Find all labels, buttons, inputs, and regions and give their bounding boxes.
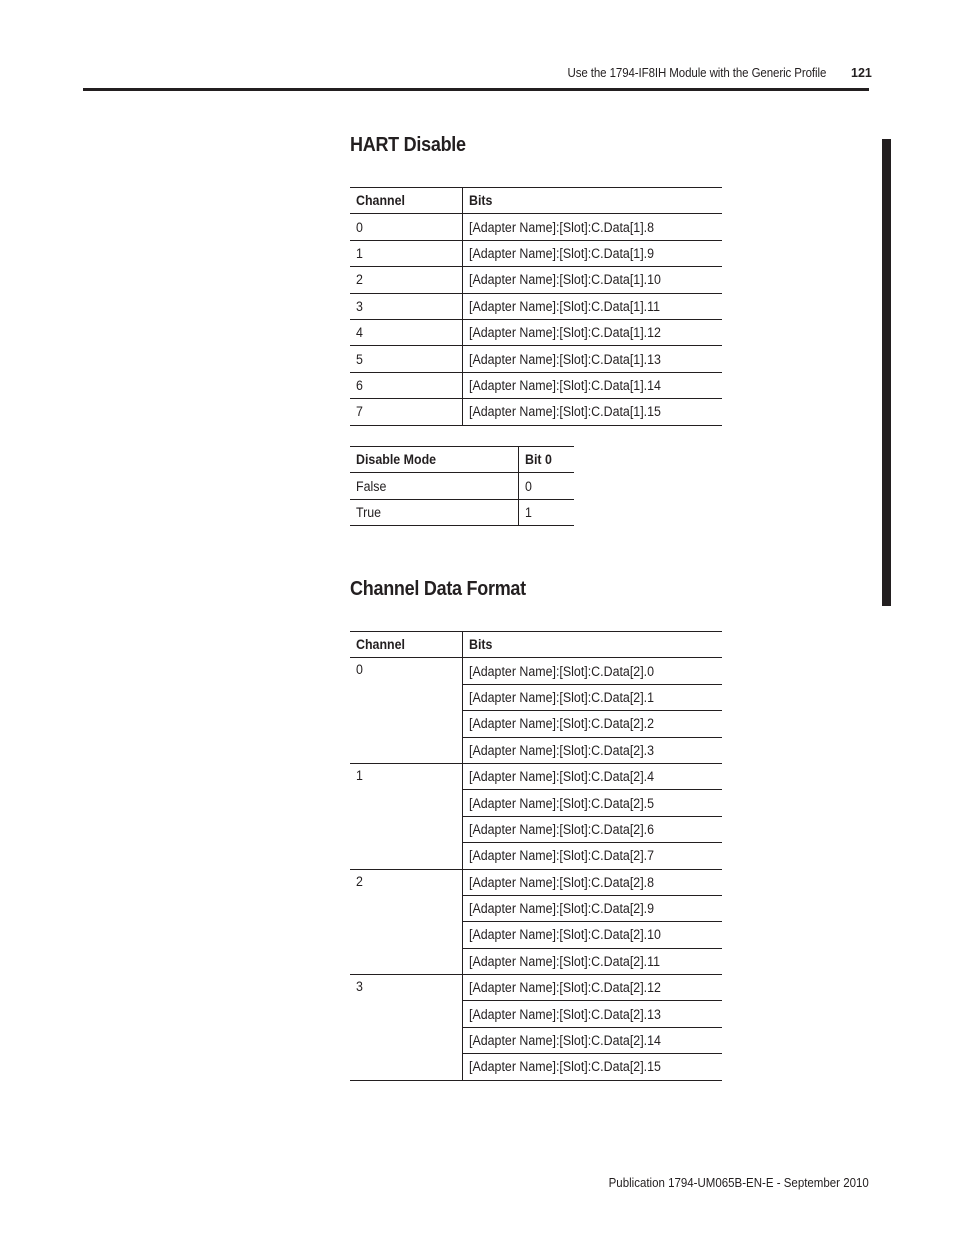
channel-data-format-table (350, 631, 722, 1081)
bits-cell: [Adapter Name]:[Slot]:C.Data[2].6 (462, 816, 722, 842)
bits-cell: [Adapter Name]:[Slot]:C.Data[1].12 (462, 319, 722, 345)
bits-cell: [Adapter Name]:[Slot]:C.Data[1].11 (462, 293, 722, 319)
bits-cell: [Adapter Name]:[Slot]:C.Data[2].2 (462, 711, 722, 737)
bits-cell: [Adapter Name]:[Slot]:C.Data[2].12 (462, 975, 722, 1001)
bits-cell: [Adapter Name]:[Slot]:C.Data[2].13 (462, 1001, 722, 1027)
table-header-row (350, 632, 722, 658)
bits-cell: [Adapter Name]:[Slot]:C.Data[2].7 (462, 843, 722, 869)
running-header: Use the 1794-IF8IH Module with the Generic Profile (567, 66, 826, 80)
column-header-disable-mode: Disable Mode (350, 447, 518, 473)
channel-cell: 5 (350, 346, 462, 372)
table-header-row (350, 447, 574, 473)
channel-cell: 1 (350, 240, 462, 266)
channel-cell: 0 (350, 658, 462, 764)
table-row (350, 499, 574, 525)
table-row (350, 658, 722, 684)
bits-cell: [Adapter Name]:[Slot]:C.Data[1].15 (462, 399, 722, 425)
channel-cell: 1 (350, 763, 462, 869)
table-row (350, 267, 722, 293)
bits-cell: [Adapter Name]:[Slot]:C.Data[1].8 (462, 214, 722, 240)
bits-cell: [Adapter Name]:[Slot]:C.Data[2].0 (462, 658, 722, 684)
bits-cell: [Adapter Name]:[Slot]:C.Data[1].9 (462, 240, 722, 266)
bits-cell: [Adapter Name]:[Slot]:C.Data[2].15 (462, 1054, 722, 1080)
bits-cell: [Adapter Name]:[Slot]:C.Data[2].11 (462, 948, 722, 974)
column-header-channel: Channel (350, 188, 462, 214)
channel-cell: 4 (350, 319, 462, 345)
table-row (350, 372, 722, 398)
bits-cell: [Adapter Name]:[Slot]:C.Data[2].14 (462, 1027, 722, 1053)
table-row (350, 473, 574, 499)
channel-cell: 3 (350, 975, 462, 1081)
bits-cell: [Adapter Name]:[Slot]:C.Data[2].5 (462, 790, 722, 816)
bit-0-cell: 1 (518, 499, 574, 525)
hart-disable-mode-table (350, 446, 574, 526)
bits-cell: [Adapter Name]:[Slot]:C.Data[2].4 (462, 763, 722, 789)
table-row (350, 763, 722, 789)
bits-cell: [Adapter Name]:[Slot]:C.Data[1].13 (462, 346, 722, 372)
table-row (350, 869, 722, 895)
table-header-row (350, 188, 722, 214)
table-row (350, 214, 722, 240)
table-row (350, 293, 722, 319)
table-row (350, 399, 722, 425)
column-header-channel: Channel (350, 632, 462, 658)
channel-cell: 2 (350, 267, 462, 293)
channel-cell: 2 (350, 869, 462, 975)
channel-cell: 6 (350, 372, 462, 398)
column-header-bits: Bits (462, 188, 722, 214)
chapter-side-tab (882, 139, 891, 606)
column-header-bit-0: Bit 0 (518, 447, 574, 473)
bits-cell: [Adapter Name]:[Slot]:C.Data[2].8 (462, 869, 722, 895)
section-title-hart-disable: HART Disable (350, 134, 466, 156)
column-header-bits: Bits (462, 632, 722, 658)
publication-footer: Publication 1794-UM065B-EN-E - September 2010 (608, 1176, 869, 1190)
bits-cell: [Adapter Name]:[Slot]:C.Data[2].3 (462, 737, 722, 763)
channel-cell: 3 (350, 293, 462, 319)
bits-cell: [Adapter Name]:[Slot]:C.Data[1].10 (462, 267, 722, 293)
table-row (350, 319, 722, 345)
page-number: 121 (851, 66, 872, 80)
bits-cell: [Adapter Name]:[Slot]:C.Data[2].1 (462, 684, 722, 710)
disable-mode-cell: True (350, 499, 518, 525)
bits-cell: [Adapter Name]:[Slot]:C.Data[1].14 (462, 372, 722, 398)
bits-cell: [Adapter Name]:[Slot]:C.Data[2].9 (462, 895, 722, 921)
channel-cell: 7 (350, 399, 462, 425)
table-row (350, 346, 722, 372)
table-row (350, 240, 722, 266)
channel-cell: 0 (350, 214, 462, 240)
header-rule (83, 88, 869, 91)
table-row (350, 975, 722, 1001)
hart-disable-channel-table (350, 187, 722, 426)
bits-cell: [Adapter Name]:[Slot]:C.Data[2].10 (462, 922, 722, 948)
bit-0-cell: 0 (518, 473, 574, 499)
section-title-channel-data-format: Channel Data Format (350, 578, 526, 600)
disable-mode-cell: False (350, 473, 518, 499)
